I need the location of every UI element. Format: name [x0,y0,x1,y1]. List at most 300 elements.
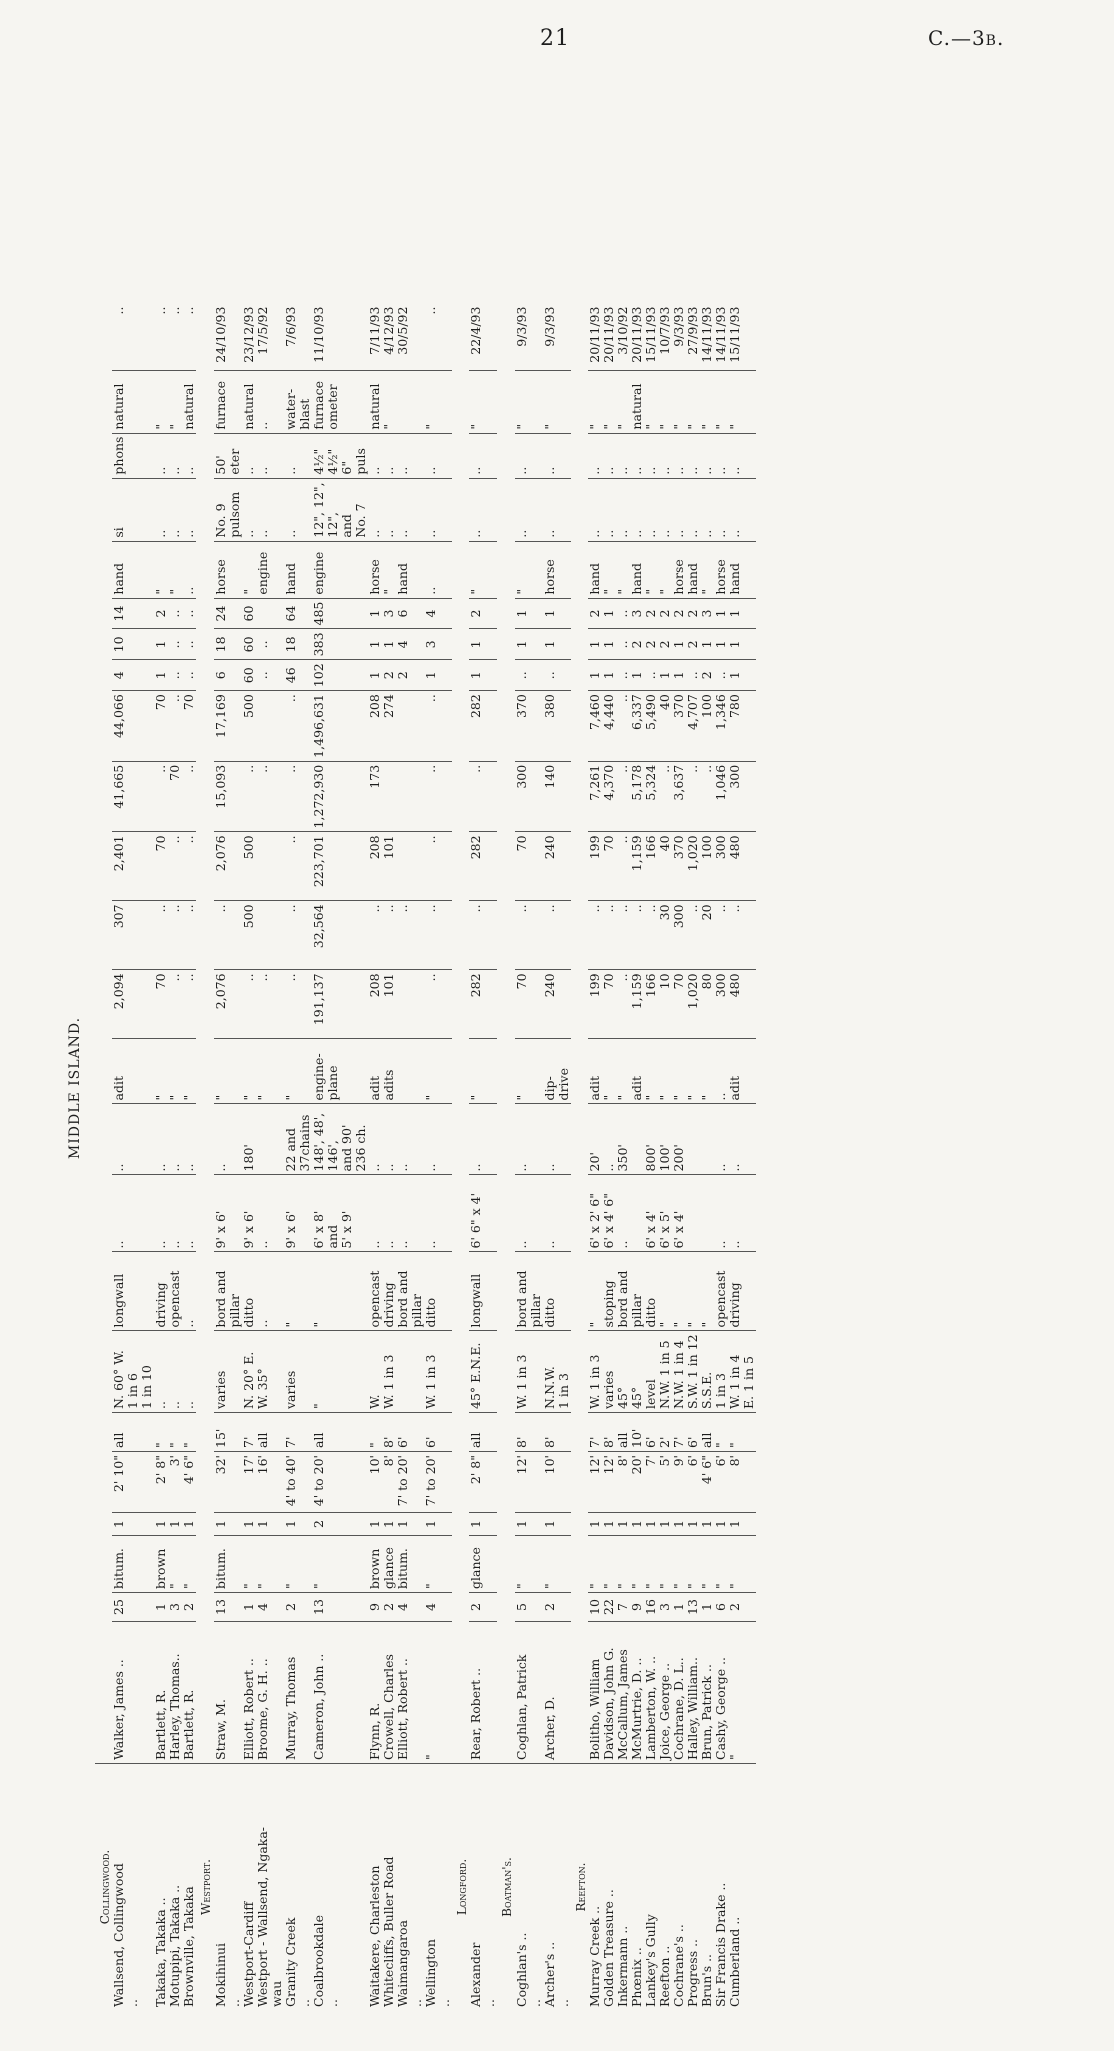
mine-name-line: Waitakere, Charleston [366,1865,382,2007]
output-value-3 [543,832,571,901]
output-value-3-line: 70 [513,835,529,852]
seam-dip-line: W. 1 in 3 [422,1354,438,1409]
output-value-3 [644,832,714,901]
seam-dip-line: W. 35° [254,1368,270,1409]
mine-name-line: Westport - Wallsend, Ngaka- [254,1826,270,2007]
staff-count-1-line: 1 [657,671,673,680]
working-method-line: .. [181,1319,197,1328]
output-value-2 [543,901,571,970]
drive-size-line: .. [422,1240,438,1249]
inspection-date-line: 14/11/93 [699,306,715,363]
seam-thickness-line: 7' to 20' [422,1455,438,1507]
seam-thickness [154,1452,196,1513]
pumping-method-line: .. [468,529,484,538]
inspection-date [515,304,543,371]
mine-name-line: Whitecliffs, Buller Road [380,1856,396,2007]
output-value-4-line: 300 [727,764,743,789]
output-value-4 [214,761,242,832]
owner-name [284,1622,312,1764]
output-value-5 [368,691,424,762]
haulage-method-line: horse [366,559,382,595]
haulage-method-line: hand [727,563,743,595]
pipe-size-line: .. [513,466,529,475]
output-value-1 [284,970,312,1039]
output-value-1-line: 282 [468,973,484,998]
opening-kind-line: .. [713,1092,729,1101]
pipe-size-line: .. [657,466,673,475]
mine-name-line: .. [436,1999,452,2007]
thickness-worked [588,1413,644,1452]
staff-count-1-line: .. [167,671,183,680]
ventilation-method [424,370,452,433]
output-value-2-line: .. [153,904,169,913]
shaft-depth [515,1104,543,1175]
opening-kind [424,1039,452,1104]
staff-count-2-line: 18 [282,636,298,653]
drive-size-line: .. [615,1240,631,1249]
district-heading-row [497,304,514,2010]
pumping-method [424,478,452,541]
persons-employed [515,1593,543,1622]
seam-dip-line: 45° E.N.E. [468,1342,484,1409]
output-value-2 [424,901,452,970]
seam-thickness-line: 4' 6" [699,1455,715,1485]
drive-size-line: .. [153,1240,169,1249]
persons-employed-line: 1 [699,1603,715,1611]
working-method-line: driving [727,1282,743,1328]
output-value-3-line: 240 [541,835,557,860]
ventilation-method [368,370,424,433]
staff-count-2-line: 1 [468,640,484,649]
coal-kind-line: brown [153,1548,169,1589]
staff-count-3 [588,598,644,629]
pipe-size [242,433,284,478]
district-heading-filler [497,304,514,1764]
owner-name-line: " [727,1754,743,1760]
seam-thickness-line: 10' [366,1455,382,1475]
shaft-depth-line: 146', [324,1140,340,1172]
output-value-4-line: 70 [167,764,183,781]
output-value-4-line: 3,637 [671,764,687,801]
owner-name-line: Rear, Robert .. [468,1667,484,1760]
mine-name [312,1764,368,2011]
inspection-date-line: 27/9/93 [685,306,701,355]
staff-count-1-line: .. [541,671,557,680]
district-heading: Collingwood. [98,1849,112,1925]
thickness-worked-line: 8' [541,1436,557,1448]
seam-dip-line: N.N.W. [541,1366,557,1409]
coal-kind-line: " [657,1583,673,1589]
mine-name-line: .. [408,1999,424,2007]
output-value-5-line: .. [282,694,298,703]
seam-count-line: 1 [629,1520,645,1528]
staff-count-1 [214,660,242,691]
inspection-date-line: 20/11/93 [587,306,603,363]
mine-name-line: Phœnix .. [629,1947,645,2007]
seam-dip-line: 45° [629,1386,645,1409]
staff-count-2-line: 1 [671,640,687,649]
output-value-1-line: 70 [513,973,529,990]
persons-employed-line: 10 [587,1599,603,1615]
opening-kind-line: " [240,1094,256,1101]
coal-kind-line: " [629,1583,645,1589]
seam-count [154,1513,196,1536]
seam-count-line: 1 [615,1520,631,1528]
owner-name-line: Walker, James .. [111,1659,127,1760]
drive-size-line: 6' x 4' [671,1210,687,1249]
output-value-1-line: 240 [541,973,557,998]
pumping-method [312,478,368,541]
persons-employed [543,1593,571,1622]
output-value-5 [312,691,368,762]
inspection-date-line: 17/5/92 [254,306,270,355]
seam-count-line: 1 [671,1520,687,1528]
output-value-5-line: 70 [153,694,169,711]
thickness-worked-line: " [167,1442,183,1448]
seam-thickness-line: 2' 8" [153,1455,169,1485]
mine-name-line: Golden Treasure .. [601,1889,617,2007]
seam-thickness-line: 6' [685,1455,701,1467]
pipe-size-line: 4½" [310,448,326,475]
opening-kind-line: " [615,1094,631,1101]
drive-size [242,1175,284,1252]
staff-count-3-line: 64 [282,605,298,622]
output-value-4-line: .. [685,764,701,773]
coal-kind-line: " [601,1583,617,1589]
opening-kind [214,1039,242,1104]
thickness-worked [543,1413,571,1452]
staff-count-1-line: 1 [366,671,382,680]
ventilation-method [112,370,154,433]
working-method [543,1252,571,1331]
output-value-2 [284,901,312,970]
output-value-2-line: .. [727,904,743,913]
output-value-4-line: .. [657,764,673,773]
inspection-date-line: 24/10/93 [212,306,228,363]
persons-employed [368,1593,424,1622]
haulage-method [644,541,714,598]
staff-count-3-line: 1 [713,609,729,618]
drive-size-line: .. [713,1240,729,1249]
mine-name [368,1764,424,2011]
staff-count-2 [543,629,571,660]
output-value-4-line: .. [615,764,631,773]
mine-name [112,1764,154,2011]
staff-count-2-line: 1 [699,640,715,649]
staff-count-1-line: 4 [111,671,127,680]
working-method-line: pillar [408,1294,424,1328]
seam-thickness [284,1452,312,1513]
opening-kind [515,1039,543,1104]
opening-kind-line: engine- [310,1053,326,1101]
staff-count-1 [515,660,543,691]
mine-name-line: .. [226,1999,242,2007]
coal-kind [588,1536,644,1593]
output-value-2-line: .. [615,904,631,913]
pumping-method-line: .. [671,529,687,538]
coal-kind-line: " [254,1583,270,1589]
owner-name-line: Davidson, John G. [601,1647,617,1760]
seam-dip-line: W. 1 in 4 [727,1354,743,1409]
thickness-worked [112,1413,154,1452]
opening-kind-line: " [685,1094,701,1101]
coal-kind [154,1536,196,1593]
staff-count-1-line: .. [615,671,631,680]
mine-name-line: Inkermann .. [615,1925,631,2007]
thickness-worked [312,1413,368,1452]
output-value-2-line: .. [643,904,659,913]
output-value-2-line: .. [282,904,298,913]
haulage-method [214,541,242,598]
haulage-method-line: " [380,588,396,595]
drive-size-line: 6' 6" x 4' [468,1192,484,1249]
owner-name-line: Joice, George .. [657,1662,673,1760]
staff-count-1 [543,660,571,691]
output-value-5 [543,691,571,762]
pumping-method-line: .. [657,529,673,538]
seam-count [644,1513,714,1536]
staff-count-1-line: .. [181,671,197,680]
seam-count-line: 1 [181,1520,197,1528]
haulage-method-line: horse [541,559,557,595]
working-method [154,1252,196,1331]
haulage-method [112,541,154,598]
output-value-3 [312,832,368,901]
output-value-4-line: 7,261 [587,764,603,801]
opening-kind-line: " [643,1094,659,1101]
inspection-date [543,304,571,371]
seam-dip-line: W. [366,1394,382,1409]
shaft-depth-line: .. [513,1163,529,1172]
ventilation-method [214,370,242,433]
output-value-5-line: 6,337 [629,694,645,730]
staff-count-2-line: 1 [513,640,529,649]
staff-count-3-line: 1 [366,609,382,618]
seam-thickness [644,1452,714,1513]
output-value-3-line: .. [282,835,298,844]
output-value-3-line: .. [422,835,438,844]
inspection-date-line: 20/11/93 [629,306,645,363]
seam-thickness-line: 8' [727,1455,743,1467]
ventilation-method-line: " [671,423,687,430]
output-value-4-line: .. [153,764,169,773]
ventilation-method-line: natural [366,383,382,430]
haulage-method [368,541,424,598]
output-value-4 [112,761,154,832]
staff-count-3-line: .. [615,609,631,618]
staff-count-1 [284,660,312,691]
staff-count-2-line: 10 [111,636,127,653]
output-value-5 [714,691,756,762]
output-value-3-line: 500 [240,835,256,860]
output-value-2-line: .. [513,904,529,913]
output-value-4-line: 5,178 [629,764,645,801]
staff-count-3-line: 3 [629,609,645,618]
opening-kind-line: dip- [541,1076,557,1101]
seam-count-line: 1 [699,1520,715,1528]
thickness-worked [644,1413,714,1452]
owner-name-line: Cochrane, D. L.. [671,1657,687,1760]
seam-thickness [112,1452,154,1513]
ventilation-method [644,370,714,433]
pumping-method-line: .. [282,529,298,538]
ventilation-method [312,370,368,433]
pipe-size-line: 4½" [324,448,340,475]
pipe-size-line: .. [601,466,617,475]
coal-kind [112,1536,154,1593]
mine-name-line: Murray Creek .. [587,1905,603,2007]
pumping-method-line: .. [615,529,631,538]
seam-dip [588,1331,644,1413]
output-value-3 [154,832,196,901]
staff-count-2-line: .. [254,640,270,649]
seam-count [242,1513,284,1536]
output-value-5 [284,691,312,762]
persons-employed [469,1593,497,1622]
staff-count-3-line: 2 [587,609,603,618]
pumping-method [214,478,242,541]
owner-name-line: Elliott, Robert .. [240,1658,256,1760]
pumping-method-line: .. [601,529,617,538]
output-value-4-line: .. [282,764,298,773]
pipe-size-line: .. [380,466,396,475]
thickness-worked-line: 6' [394,1436,410,1448]
seam-count [714,1513,756,1536]
shaft-depth-line: 800' [643,1144,659,1172]
ventilation-method-line: " [587,423,603,430]
seam-thickness [515,1452,543,1513]
thickness-worked-line: all [699,1432,715,1448]
haulage-method [284,541,312,598]
persons-employed-line: 2 [727,1603,743,1611]
drive-size [214,1175,242,1252]
persons-employed-line: 5 [513,1603,529,1611]
thickness-worked-line: 7' [587,1436,603,1448]
shaft-depth-line: .. [153,1163,169,1172]
output-value-1 [644,970,714,1039]
output-value-4-line: .. [422,764,438,773]
working-method-line: longwall [468,1273,484,1328]
output-value-3-line: 1,020 [685,835,701,872]
district-heading: Westport. [199,1859,214,1915]
pumping-method-line: .. [727,529,743,538]
seam-count [284,1513,312,1536]
shaft-depth [242,1104,284,1175]
persons-employed [312,1593,368,1622]
output-value-1-line: 2,076 [212,973,228,1010]
pumping-method-line: and [338,514,354,538]
output-value-1-line: 80 [699,973,715,990]
staff-count-1 [714,660,756,691]
output-value-5 [112,691,154,762]
working-method-line: " [657,1321,673,1328]
document-reference: C.—3b. [928,26,1005,50]
pipe-size-line: eter [226,448,242,475]
haulage-method-line: hand [394,563,410,595]
thickness-worked-line: " [153,1442,169,1448]
seam-count [469,1513,497,1536]
thickness-worked-line: 6' [422,1436,438,1448]
mine-name-line: Waimangaroa [394,1920,410,2007]
seam-thickness-line: 4' 6" [181,1455,197,1485]
coal-kind-line: " [181,1583,197,1589]
output-value-5 [214,691,242,762]
owner-name-line: Lamberton, W. .. [643,1655,659,1760]
pipe-size [515,433,543,478]
owner-name-line: Coghlan, Patrick [513,1654,529,1760]
opening-kind [714,1039,756,1104]
seam-dip-line: N.W. 1 in 5 [657,1340,673,1409]
output-value-2 [588,901,644,970]
staff-count-3 [312,598,368,629]
staff-count-3-line: 2 [643,609,659,618]
seam-count-line: 1 [513,1520,529,1528]
seam-count-line: 1 [254,1520,270,1528]
staff-count-1-line: 1 [468,671,484,680]
output-value-3 [515,832,543,901]
owner-name-line: Halley, William.. [685,1657,701,1760]
persons-employed [424,1593,452,1622]
seam-dip-line: N. 20° E. [240,1351,256,1409]
coal-kind [424,1536,452,1593]
seam-dip-line: level [643,1379,659,1409]
output-value-1 [515,970,543,1039]
output-value-2-line: .. [394,904,410,913]
drive-size [644,1175,714,1252]
thickness-worked-line: all [310,1432,326,1448]
persons-employed-line: 13 [212,1599,228,1615]
working-method-line: bord and [212,1270,228,1328]
ventilation-method-line: natural [240,383,256,430]
output-value-1-line: 70 [601,973,617,990]
drive-size-line: 9' x 6' [282,1210,298,1249]
pumping-method-line: No. 9 [212,503,228,538]
output-value-2-line: .. [380,904,396,913]
staff-count-2-line: 4 [394,640,410,649]
output-value-4-line: .. [254,764,270,773]
thickness-worked [214,1413,242,1452]
staff-count-3-line: 2 [657,609,673,618]
haulage-method [312,541,368,598]
coal-kind [368,1536,424,1593]
output-value-3 [469,832,497,901]
output-value-2-line: 500 [240,904,256,929]
coal-kind-line: " [587,1583,603,1589]
pumping-method-line: si [111,527,127,538]
output-value-5-line: 1,346 [713,694,729,730]
output-value-1-line: 199 [587,973,603,998]
inspection-date [242,304,284,371]
output-value-1-line: 300 [713,973,729,998]
working-method-line: driving [153,1282,169,1328]
opening-kind-line: " [153,1094,169,1101]
staff-count-2 [242,629,284,660]
inspection-date-line: 9/3/93 [541,306,557,347]
thickness-worked [368,1413,424,1452]
pipe-size-line: .. [727,466,743,475]
drive-size-line: and [324,1224,340,1249]
opening-kind [284,1039,312,1104]
pumping-method-line: .. [629,529,645,538]
pipe-size-line: 50' [212,455,228,475]
staff-count-1-line: .. [643,671,659,680]
opening-kind-line: " [254,1094,270,1101]
staff-count-1-line: 46 [282,667,298,684]
inspection-date-line: .. [181,306,197,315]
mine-name-line: Cochrane's .. [671,1924,687,2007]
staff-count-3-line: 2 [671,609,687,618]
inspection-date-line: 22/4/93 [468,306,484,355]
